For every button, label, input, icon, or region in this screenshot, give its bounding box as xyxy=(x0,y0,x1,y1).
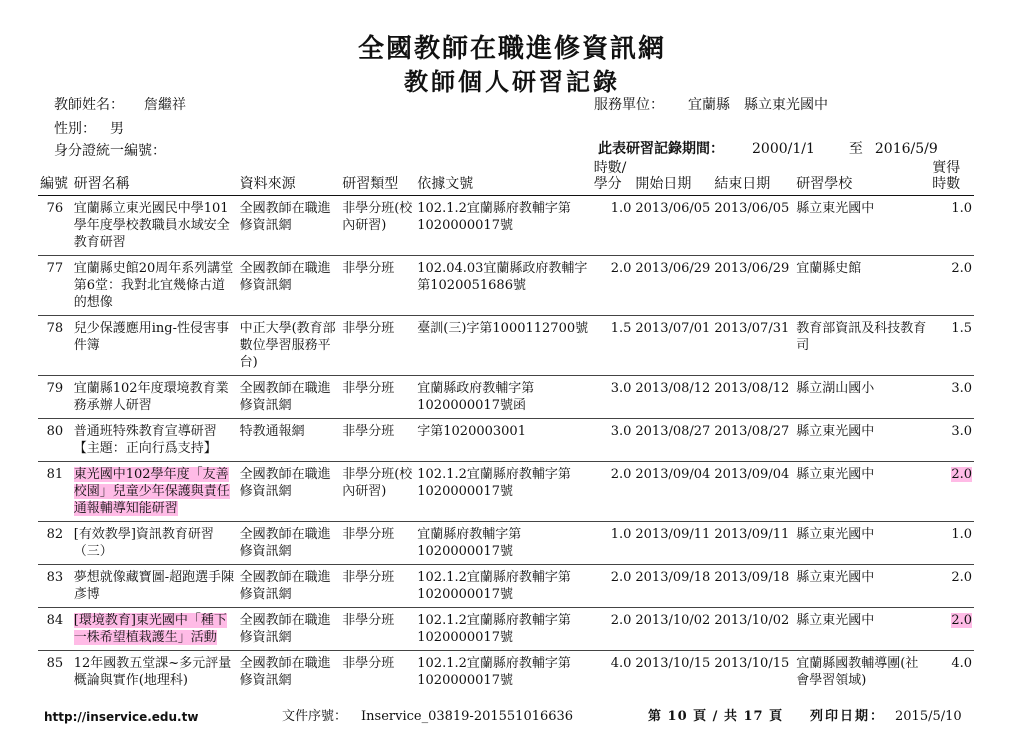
row-source xyxy=(238,565,341,608)
row-start-date xyxy=(633,651,712,694)
id-number-label: 身分證統一編號： xyxy=(54,143,166,159)
document-serial xyxy=(282,705,573,724)
row-source-text: 全國教師在職進修資訊網 xyxy=(239,381,331,413)
row-credit xyxy=(930,462,974,522)
service-county: 宜蘭縣 xyxy=(688,97,730,113)
row-hours xyxy=(592,376,634,419)
row-start-date-text: 2013/09/18 xyxy=(635,570,711,585)
row-credit-text: 2.0 xyxy=(951,467,972,482)
gender-field xyxy=(54,118,124,138)
row-doc xyxy=(415,256,591,316)
row-no xyxy=(38,316,72,376)
service-unit-label: 服務單位： xyxy=(594,97,664,113)
row-type xyxy=(340,522,415,565)
row-end-date-text: 2013/09/04 xyxy=(714,467,790,482)
row-type xyxy=(340,462,415,522)
row-school-text: 縣立東光國中 xyxy=(796,467,875,482)
row-source xyxy=(238,462,341,522)
row-source-text: 中正大學(教育部數位學習服務平台) xyxy=(239,321,336,370)
col-header-credit xyxy=(930,160,974,196)
row-hours xyxy=(592,256,634,316)
row-no-text: 77 xyxy=(46,261,64,276)
row-school xyxy=(794,565,930,608)
row-no xyxy=(38,256,72,316)
row-end-date-text: 2013/10/02 xyxy=(714,613,790,628)
row-end-date xyxy=(712,316,794,376)
row-doc xyxy=(415,419,591,462)
row-name xyxy=(72,651,238,694)
table-row xyxy=(38,608,974,651)
row-type xyxy=(340,376,415,419)
id-number-field xyxy=(54,140,166,160)
row-start-date xyxy=(633,419,712,462)
row-source-text: 全國教師在職進修資訊網 xyxy=(239,201,331,233)
row-end-date xyxy=(712,462,794,522)
row-school-text: 縣立東光國中 xyxy=(796,527,875,542)
col-header-hours-line1: 時數/ xyxy=(593,160,627,176)
row-no xyxy=(38,565,72,608)
row-type-text: 非學分班 xyxy=(342,527,395,542)
col-header-end: 結束日期 xyxy=(712,160,794,196)
col-header-source: 資料來源 xyxy=(238,160,341,196)
row-doc xyxy=(415,462,591,522)
row-start-date-text: 2013/09/04 xyxy=(635,467,711,482)
period-to: 至 xyxy=(848,141,863,157)
row-doc-text: 102.1.2宜蘭縣府教輔字第1020000017號 xyxy=(417,201,571,233)
row-type xyxy=(340,608,415,651)
col-header-hours-line2: 學分 xyxy=(593,176,622,192)
row-end-date-text: 2013/09/18 xyxy=(714,570,790,585)
row-type-text: 非學分班 xyxy=(342,381,395,396)
row-school-text: 縣立東光國中 xyxy=(796,613,875,628)
row-school xyxy=(794,376,930,419)
row-no xyxy=(38,608,72,651)
row-doc-text: 宜蘭縣府教輔字第1020000017號 xyxy=(417,527,522,559)
row-start-date xyxy=(633,522,712,565)
row-source-text: 全國教師在職進修資訊網 xyxy=(239,613,331,645)
table-row xyxy=(38,565,974,608)
row-no xyxy=(38,651,72,694)
row-start-date-text: 2013/10/15 xyxy=(635,656,711,671)
row-hours-text: 2.0 xyxy=(610,467,632,482)
row-type-text: 非學分班 xyxy=(342,321,395,336)
row-credit-text: 2.0 xyxy=(951,570,972,585)
table-row xyxy=(38,256,974,316)
table-row xyxy=(38,196,974,256)
row-hours xyxy=(592,565,634,608)
row-end-date xyxy=(712,522,794,565)
col-header-credit-line2: 時數 xyxy=(932,176,961,192)
row-name xyxy=(72,256,238,316)
row-credit-text: 3.0 xyxy=(951,424,972,439)
row-no-text: 78 xyxy=(46,321,64,336)
row-credit-text: 4.0 xyxy=(951,656,972,671)
row-source xyxy=(238,256,341,316)
row-end-date-text: 2013/07/31 xyxy=(714,321,790,336)
row-type xyxy=(340,565,415,608)
row-credit xyxy=(930,565,974,608)
col-header-start: 開始日期 xyxy=(633,160,712,196)
row-source-text: 全國教師在職進修資訊網 xyxy=(239,656,331,688)
row-credit xyxy=(930,256,974,316)
row-credit xyxy=(930,651,974,694)
row-name xyxy=(72,419,238,462)
row-hours-text: 1.0 xyxy=(610,201,632,216)
row-name xyxy=(72,316,238,376)
row-end-date-text: 2013/06/29 xyxy=(714,261,790,276)
row-name xyxy=(72,608,238,651)
row-hours xyxy=(592,196,634,256)
row-type xyxy=(340,419,415,462)
row-start-date xyxy=(633,376,712,419)
row-start-date-text: 2013/06/05 xyxy=(635,201,711,216)
row-doc xyxy=(415,522,591,565)
row-name-text: 普通班特殊教育宣導研習【主題：正向行爲支持】 xyxy=(73,424,217,456)
row-credit xyxy=(930,196,974,256)
row-school-text: 宜蘭縣史館 xyxy=(796,261,862,276)
row-end-date xyxy=(712,565,794,608)
row-end-date xyxy=(712,256,794,316)
row-credit-text: 1.5 xyxy=(951,321,972,336)
row-hours xyxy=(592,522,634,565)
gender-value: 男 xyxy=(110,121,124,137)
row-hours xyxy=(592,462,634,522)
row-name xyxy=(72,376,238,419)
page-indicator: 第 10 頁 / 共 17 頁 xyxy=(648,709,784,724)
row-hours-text: 2.0 xyxy=(610,570,632,585)
col-header-name: 研習名稱 xyxy=(72,160,238,196)
gender-label: 性別： xyxy=(54,121,96,137)
row-hours xyxy=(592,651,634,694)
service-school: 縣立東光國中 xyxy=(744,97,828,113)
row-doc xyxy=(415,376,591,419)
row-end-date xyxy=(712,196,794,256)
row-credit xyxy=(930,316,974,376)
row-hours xyxy=(592,608,634,651)
row-source xyxy=(238,196,341,256)
row-hours xyxy=(592,419,634,462)
document-subtitle: 教師個人研習記錄 xyxy=(404,67,620,96)
row-school-text: 教育部資訊及科技教育司 xyxy=(796,321,927,353)
row-no-text: 79 xyxy=(46,381,64,396)
row-type xyxy=(340,651,415,694)
row-name-text: [有效教學]資訊教育研習（三） xyxy=(73,527,214,559)
document-serial-label: 文件序號： xyxy=(282,709,348,724)
row-doc-text: 102.04.03宜蘭縣政府教輔字第1020051686號 xyxy=(417,261,588,293)
row-name xyxy=(72,565,238,608)
site-url: http://inservice.edu.tw xyxy=(44,710,199,724)
row-source-text: 全國教師在職進修資訊網 xyxy=(239,570,331,602)
row-no xyxy=(38,522,72,565)
row-source xyxy=(238,522,341,565)
row-no xyxy=(38,376,72,419)
row-hours-text: 3.0 xyxy=(610,424,632,439)
row-type-text: 非學分班(校內研習) xyxy=(342,201,413,233)
row-hours-text: 1.0 xyxy=(610,527,632,542)
row-source-text: 特教通報網 xyxy=(239,424,305,439)
row-no xyxy=(38,196,72,256)
row-doc xyxy=(415,651,591,694)
row-no-text: 80 xyxy=(46,424,64,439)
row-credit-text: 2.0 xyxy=(951,613,972,628)
row-doc-text: 102.1.2宜蘭縣府教輔字第1020000017號 xyxy=(417,656,571,688)
teacher-name-field xyxy=(54,94,186,114)
print-date-value: 2015/5/10 xyxy=(895,709,962,724)
row-end-date xyxy=(712,651,794,694)
row-school xyxy=(794,522,930,565)
row-doc-text: 臺訓(三)字第1000112700號 xyxy=(417,321,589,336)
row-school xyxy=(794,316,930,376)
row-start-date xyxy=(633,196,712,256)
row-school xyxy=(794,651,930,694)
row-doc-text: 102.1.2宜蘭縣府教輔字第1020000017號 xyxy=(417,467,571,499)
row-end-date-text: 2013/08/12 xyxy=(714,381,790,396)
print-date xyxy=(810,705,962,724)
row-no-text: 83 xyxy=(46,570,64,585)
row-type xyxy=(340,196,415,256)
row-hours xyxy=(592,316,634,376)
teacher-name-value: 詹繼祥 xyxy=(144,97,186,113)
row-type-text: 非學分班 xyxy=(342,261,395,276)
row-name-text: [環境教育]東光國中「種下一株希望植栽護生」活動 xyxy=(73,613,227,645)
row-school xyxy=(794,462,930,522)
row-type-text: 非學分班(校內研習) xyxy=(342,467,413,499)
row-source xyxy=(238,316,341,376)
row-no xyxy=(38,419,72,462)
col-header-no: 編號 xyxy=(38,160,72,196)
row-end-date-text: 2013/10/15 xyxy=(714,656,790,671)
row-hours-text: 1.5 xyxy=(610,321,632,336)
col-header-school: 研習學校 xyxy=(794,160,930,196)
row-no-text: 84 xyxy=(46,613,64,628)
row-school xyxy=(794,196,930,256)
row-school xyxy=(794,256,930,316)
table-row xyxy=(38,316,974,376)
row-doc-text: 102.1.2宜蘭縣府教輔字第1020000017號 xyxy=(417,613,571,645)
row-source-text: 全國教師在職進修資訊網 xyxy=(239,467,331,499)
row-type-text: 非學分班 xyxy=(342,424,395,439)
row-type-text: 非學分班 xyxy=(342,613,395,628)
row-doc xyxy=(415,196,591,256)
row-name-text: 宜蘭縣102年度環境教育業務承辦人研習 xyxy=(73,381,229,413)
row-source xyxy=(238,376,341,419)
row-name-text: 宜蘭縣史館20周年系列講堂 第6堂：我對北宜幾條古道的想像 xyxy=(73,261,234,310)
row-credit-text: 2.0 xyxy=(951,261,972,276)
row-start-date-text: 2013/09/11 xyxy=(635,527,711,542)
row-end-date xyxy=(712,419,794,462)
print-date-label: 列印日期： xyxy=(810,709,886,724)
row-school-text: 縣立東光國中 xyxy=(796,424,875,439)
row-source-text: 全國教師在職進修資訊網 xyxy=(239,527,331,559)
row-doc-text: 宜蘭縣政府教輔字第1020000017號函 xyxy=(417,381,535,413)
row-end-date-text: 2013/08/27 xyxy=(714,424,790,439)
row-end-date xyxy=(712,376,794,419)
row-no-text: 81 xyxy=(46,467,64,482)
table-row xyxy=(38,522,974,565)
row-name xyxy=(72,462,238,522)
col-header-credit-line1: 實得 xyxy=(932,160,961,176)
row-type xyxy=(340,316,415,376)
row-start-date-text: 2013/07/01 xyxy=(635,321,711,336)
row-end-date-text: 2013/09/11 xyxy=(714,527,790,542)
row-start-date-text: 2013/08/27 xyxy=(635,424,711,439)
row-doc xyxy=(415,565,591,608)
row-doc-text: 102.1.2宜蘭縣府教輔字第1020000017號 xyxy=(417,570,571,602)
row-name xyxy=(72,196,238,256)
table-row xyxy=(38,651,974,694)
col-header-doc: 依據文號 xyxy=(415,160,591,196)
row-school-text: 縣立東光國中 xyxy=(796,201,875,216)
row-source xyxy=(238,608,341,651)
row-source-text: 全國教師在職進修資訊網 xyxy=(239,261,331,293)
row-school xyxy=(794,419,930,462)
row-start-date xyxy=(633,256,712,316)
period-start: 2000/1/1 xyxy=(752,141,815,157)
row-end-date xyxy=(712,608,794,651)
row-type-text: 非學分班 xyxy=(342,656,395,671)
row-source xyxy=(238,651,341,694)
row-name-text: 東光國中102學年度「友善校園」兒童少年保護與責任通報輔導知能研習 xyxy=(73,467,230,516)
row-credit-text: 1.0 xyxy=(951,201,972,216)
row-doc xyxy=(415,316,591,376)
row-school xyxy=(794,608,930,651)
row-start-date xyxy=(633,462,712,522)
row-name-text: 12年國教五堂課~多元評量概論與實作(地理科) xyxy=(73,656,232,688)
record-period-label: 此表研習記錄期間： xyxy=(598,141,724,157)
row-name-text: 夢想就像藏寶圖-超跑選手陳彥博 xyxy=(73,570,235,602)
row-hours-text: 4.0 xyxy=(610,656,632,671)
row-school-text: 縣立湖山國小 xyxy=(796,381,875,396)
document-title: 全國教師在職進修資訊網 xyxy=(357,34,666,64)
row-doc-text: 字第1020003001 xyxy=(417,424,526,439)
row-name xyxy=(72,522,238,565)
document-serial-value: Inservice_03819-201551016636 xyxy=(361,709,574,724)
period-end: 2016/5/9 xyxy=(874,141,938,157)
col-header-hours xyxy=(592,160,634,196)
row-start-date-text: 2013/08/12 xyxy=(635,381,711,396)
table-header-row xyxy=(38,160,974,196)
row-no-text: 76 xyxy=(46,201,64,216)
row-school-text: 宜蘭縣國教輔導團(社會學習領域) xyxy=(796,656,919,688)
row-name-text: 兒少保護應用ing-性侵害事件簿 xyxy=(73,321,230,353)
row-doc xyxy=(415,608,591,651)
service-unit-field xyxy=(594,94,828,114)
row-start-date xyxy=(633,316,712,376)
row-no-text: 82 xyxy=(46,527,64,542)
row-end-date-text: 2013/06/05 xyxy=(714,201,790,216)
row-type-text: 非學分班 xyxy=(342,570,395,585)
row-type xyxy=(340,256,415,316)
col-header-type: 研習類型 xyxy=(340,160,415,196)
row-credit-text: 1.0 xyxy=(951,527,972,542)
table-row xyxy=(38,376,974,419)
row-credit xyxy=(930,419,974,462)
row-no-text: 85 xyxy=(46,656,64,671)
row-start-date-text: 2013/06/29 xyxy=(635,261,711,276)
training-record-table xyxy=(38,160,974,693)
row-credit xyxy=(930,608,974,651)
row-credit xyxy=(930,376,974,419)
row-start-date xyxy=(633,608,712,651)
record-period-field xyxy=(598,138,938,158)
row-credit-text: 3.0 xyxy=(951,381,972,396)
row-credit xyxy=(930,522,974,565)
teacher-name-label: 教師姓名： xyxy=(54,97,124,113)
row-source xyxy=(238,419,341,462)
row-start-date-text: 2013/10/02 xyxy=(635,613,711,628)
table-row xyxy=(38,462,974,522)
table-row xyxy=(38,419,974,462)
row-hours-text: 3.0 xyxy=(610,381,632,396)
row-start-date xyxy=(633,565,712,608)
row-no xyxy=(38,462,72,522)
row-school-text: 縣立東光國中 xyxy=(796,570,875,585)
row-hours-text: 2.0 xyxy=(610,261,632,276)
row-hours-text: 2.0 xyxy=(610,613,632,628)
row-name-text: 宜蘭縣立東光國民中學101學年度學校教職員水域安全教育研習 xyxy=(73,201,230,250)
